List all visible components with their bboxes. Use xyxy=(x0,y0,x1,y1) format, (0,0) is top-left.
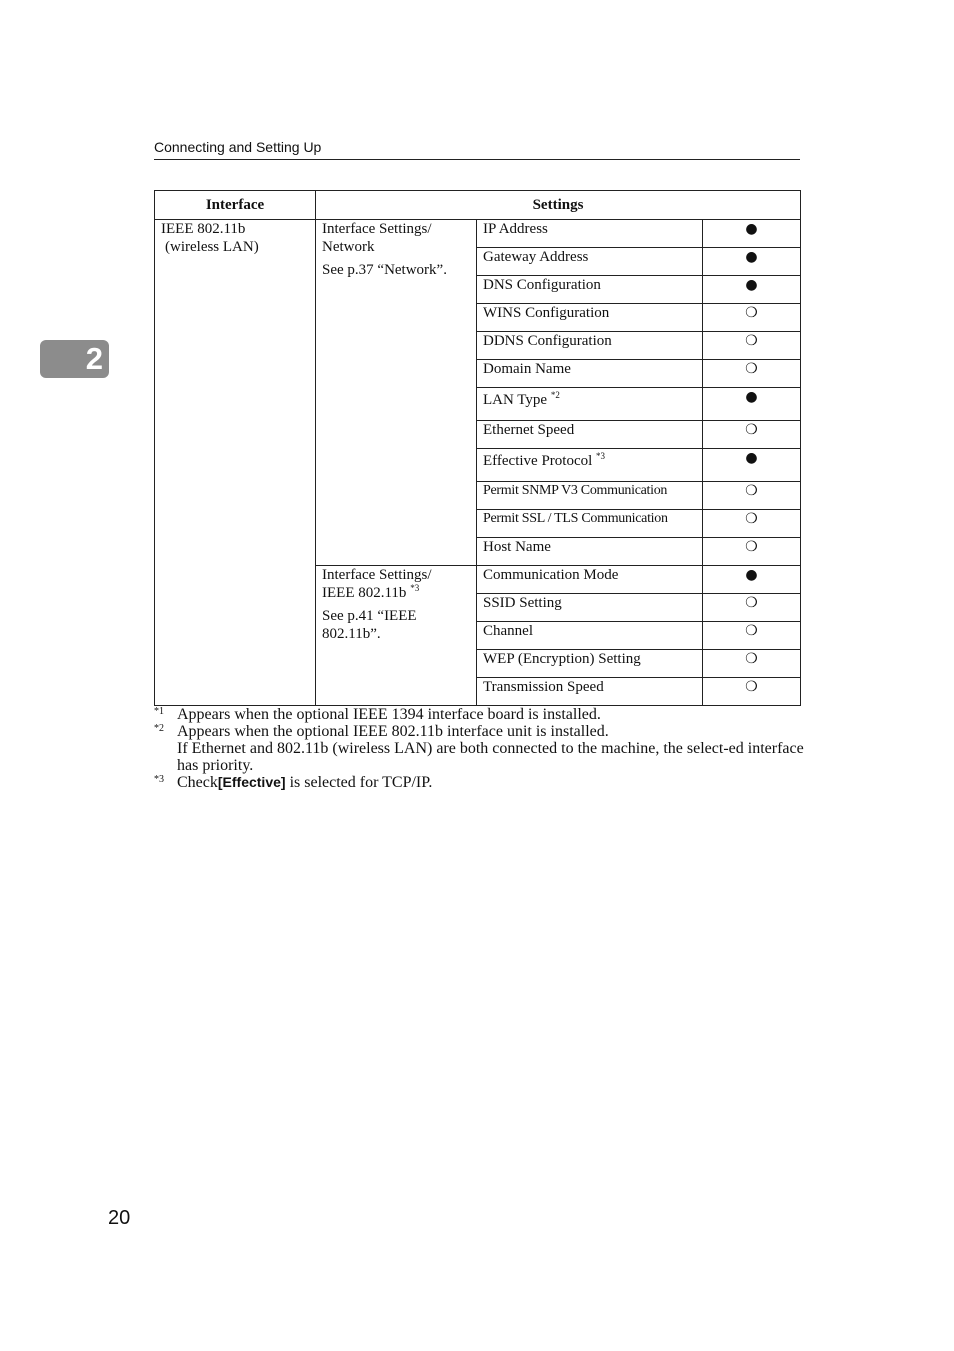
availability-mark: ● xyxy=(703,566,801,594)
availability-mark: ❍ xyxy=(703,594,801,622)
availability-mark: ❍ xyxy=(703,482,801,510)
footnote-2-text2: If Ethernet and 802.11b (wireless LAN) are both connected to the machine, the select-ed interface has priority. xyxy=(177,740,804,774)
footnote-3 xyxy=(154,774,804,791)
setting-label: Domain Name xyxy=(477,360,703,388)
availability-mark: ❍ xyxy=(703,678,801,706)
footnote-3-key: [Effective] xyxy=(217,774,286,790)
interface-cell xyxy=(155,220,316,706)
setting-label: Channel xyxy=(477,622,703,650)
col-settings: Settings xyxy=(316,191,801,220)
settings-table xyxy=(154,190,801,706)
availability-mark: ● xyxy=(703,248,801,276)
group-wireless-line1: Interface Settings/ xyxy=(322,567,432,583)
footnote-ref: *3 xyxy=(596,451,606,461)
setting-label: DNS Configuration xyxy=(477,276,703,304)
availability-mark: ❍ xyxy=(703,622,801,650)
availability-mark: ❍ xyxy=(703,304,801,332)
availability-mark: ❍ xyxy=(703,538,801,566)
footnote-2-text: Appears when the optional IEEE 802.11b interface unit is installed. xyxy=(177,723,609,740)
availability-mark: ❍ xyxy=(703,510,801,538)
col-interface: Interface xyxy=(155,191,316,220)
availability-mark: ● xyxy=(703,276,801,304)
chapter-tab: 2 xyxy=(40,340,109,378)
availability-mark: ❍ xyxy=(703,360,801,388)
group-wireless-ref: See p.41 “IEEE 802.11b”. xyxy=(322,608,417,642)
group-wireless-line2-wrap: IEEE 802.11b $^{*3}$ xyxy=(322,583,420,601)
footnote-ref: *3 xyxy=(410,583,420,593)
setting-label: Ethernet Speed xyxy=(477,421,703,449)
group-network-ref: See p.37 “Network”. xyxy=(322,262,447,278)
running-header xyxy=(154,138,800,160)
setting-label: WEP (Encryption) Setting xyxy=(477,650,703,678)
availability-mark: ● xyxy=(703,220,801,248)
setting-label: WINS Configuration xyxy=(477,304,703,332)
footnote-ref: *2 xyxy=(550,390,560,400)
setting-label: Permit SNMP V3 Communication xyxy=(477,482,703,510)
group-wireless xyxy=(316,566,477,706)
availability-mark: ❍ xyxy=(703,332,801,360)
group-network-line2: Network xyxy=(322,239,375,255)
footnote-2 xyxy=(154,723,804,774)
setting-label: Effective Protocol $^{*3}$ xyxy=(477,449,703,482)
availability-mark: ● xyxy=(703,449,801,482)
footnotes xyxy=(154,706,804,791)
availability-mark: ❍ xyxy=(703,421,801,449)
table-row xyxy=(155,220,801,248)
setting-label: Host Name xyxy=(477,538,703,566)
footnote-3-mark: *3 xyxy=(154,774,164,785)
group-network-line1: Interface Settings/ xyxy=(322,221,432,237)
setting-label: Permit SSL / TLS Communication xyxy=(477,510,703,538)
setting-label: Gateway Address xyxy=(477,248,703,276)
setting-label: DDNS Configuration xyxy=(477,332,703,360)
interface-desc: (wireless LAN) xyxy=(165,239,259,255)
page-number: 20 xyxy=(108,1207,131,1229)
setting-label: LAN Type $^{*2}$ xyxy=(477,388,703,421)
setting-label: Transmission Speed xyxy=(477,678,703,706)
footnote-1-text: Appears when the optional IEEE 1394 interface board is installed. xyxy=(177,706,601,723)
footnote-1 xyxy=(154,706,804,723)
footnote-3-post: is selected for TCP/IP. xyxy=(285,774,433,791)
availability-mark: ❍ xyxy=(703,650,801,678)
group-network xyxy=(316,220,477,566)
availability-mark: ● xyxy=(703,388,801,421)
interface-name: IEEE 802.11b xyxy=(161,221,246,237)
running-title: Connecting and Setting Up xyxy=(154,139,322,155)
setting-label: IP Address xyxy=(477,220,703,248)
setting-label: SSID Setting xyxy=(477,594,703,622)
setting-label: Communication Mode xyxy=(477,566,703,594)
table-header-row xyxy=(155,191,801,220)
footnote-3-pre: Check xyxy=(177,774,218,791)
footnote-2-mark: *2 xyxy=(154,723,164,734)
footnote-1-mark: *1 xyxy=(154,706,164,717)
